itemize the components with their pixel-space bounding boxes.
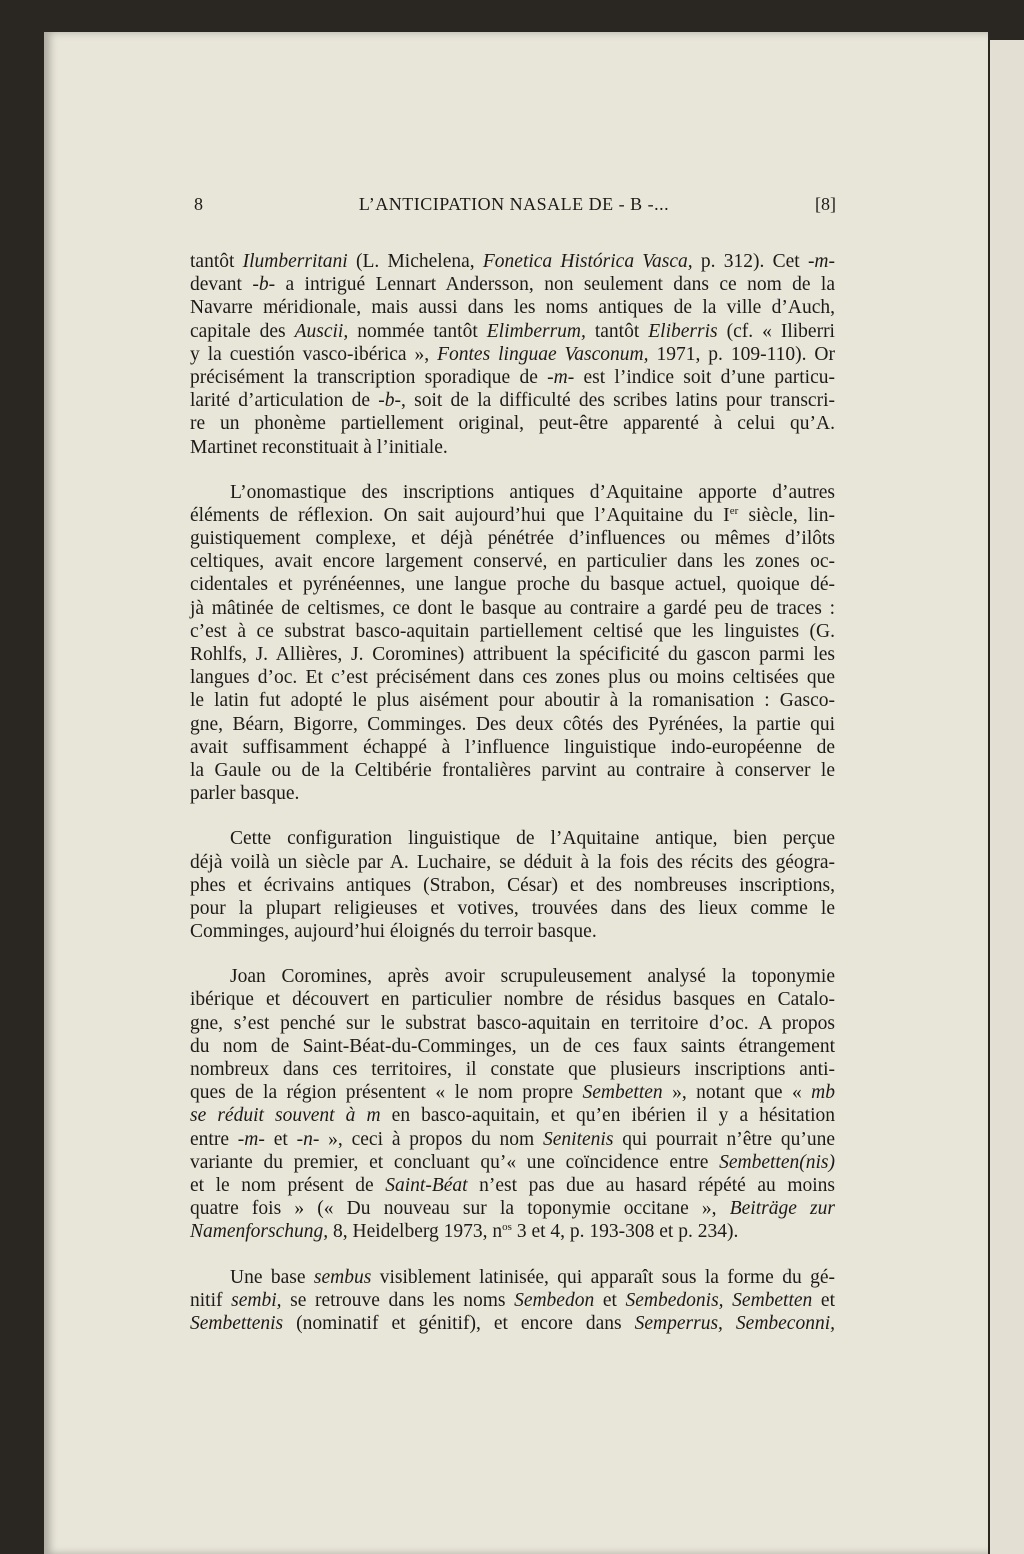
italic-text: Ilumberritani (242, 251, 348, 272)
text-run: nombreux dans ces territoires, il constate que plusieurs inscriptions anti- (190, 1059, 835, 1080)
text-run: tantôt (190, 251, 243, 272)
italic-text: -m- (807, 251, 836, 272)
text-line (190, 1058, 835, 1081)
paragraph (190, 965, 835, 1243)
text-run: le latin fut adopté le plus aisément pour aboutir à la romanisation : Gasco- (190, 690, 835, 712)
text-run: Une base (230, 1266, 314, 1288)
italic-text: Semperrus, Sembeconni, (634, 1312, 836, 1334)
text-run: avait suffisamment échappé à l’influence linguistique indo-européenne de (190, 736, 835, 758)
italic-text: -n- (296, 1128, 320, 1150)
text-line (190, 759, 835, 782)
text-run: 1971, p. 109-110). Or (648, 343, 835, 365)
text-run: et le nom présent de (190, 1174, 386, 1196)
text-line (190, 851, 835, 874)
italic-text: Fonetica Histórica Vasca, (482, 251, 693, 272)
italic-text: Eliberris (648, 320, 718, 342)
text-run: 8, Heidelberg 1973, n (328, 1221, 503, 1243)
text-run: devant (190, 274, 253, 296)
text-line (190, 1289, 835, 1312)
text-line (190, 920, 835, 943)
text-line (190, 436, 835, 459)
text-line (190, 1266, 835, 1289)
text-run: est l’indice soit d’une particu- (574, 366, 835, 388)
text-run: jà mâtinée de celtismes, ce dont le basque au contraire a gardé peu de traces : (190, 597, 835, 619)
text-run: déjà voilà un siècle par A. Luchaire, se déduit à la fois des récits des géogra- (190, 851, 835, 873)
text-run: , soit de la difficulté des scribes latins pour transcri- (401, 390, 835, 412)
paragraph (190, 1266, 835, 1336)
text-line (190, 296, 835, 319)
text-run: p. 312). Cet (692, 251, 808, 272)
body-text (190, 250, 835, 1335)
text-line (190, 250, 835, 273)
text-run: entre (190, 1128, 238, 1150)
text-run: Navarre méridionale, mais aussi dans les noms antiques de la ville d’Auch, (190, 297, 835, 319)
text-line (190, 1174, 835, 1197)
text-run: ibérique et découvert en particulier nombre de résidus basques en Catalo- (190, 989, 835, 1011)
text-run: celtiques, avait encore largement conservé, en particulier dans les zones oc- (190, 551, 835, 573)
text-run: qui pourrait n’être qu’une (613, 1128, 835, 1150)
italic-text: se réduit souvent à m (190, 1105, 381, 1127)
italic-text: Sembedonis, Sembetten (625, 1289, 813, 1311)
text-run: y la cuestión vasco-ibérica », (190, 343, 438, 365)
text-run: nitif (190, 1289, 232, 1311)
text-line (190, 1104, 835, 1127)
paragraph (190, 250, 835, 459)
text-run: larité d’articulation de (190, 390, 379, 412)
text-run: Martinet reconstituait à l’initiale. (190, 436, 448, 458)
text-line (190, 1312, 835, 1335)
text-run: cidentales et pyrénéennes, une langue proche du basque actuel, quoique dé- (190, 574, 835, 596)
text-run: a intrigué Lennart Andersson, non seulement dans ce nom de la (275, 274, 836, 296)
text-run: et (264, 1128, 297, 1150)
page-bracket-number: [8] (815, 194, 836, 214)
italic-text: Sembetten(nis) (719, 1151, 835, 1173)
text-line (190, 550, 835, 573)
text-run: (nominatif et génitif), et encore dans (283, 1312, 635, 1334)
italic-text: mb (811, 1082, 835, 1104)
text-run: nommée tantôt (348, 320, 487, 342)
text-line (190, 874, 835, 897)
superscript: er (729, 504, 739, 517)
text-run: éléments de réflexion. On sait aujourd’hui que l’Aquitaine du I (190, 504, 730, 526)
text-run: L’onomastique des inscriptions antiques d’Aquitaine apporte d’autres (230, 481, 835, 503)
text-run: siècle, lin- (738, 504, 835, 526)
text-run: Comminges, aujourd’hui éloignés du terroir basque. (190, 921, 597, 943)
text-line (190, 343, 835, 366)
text-line (190, 620, 835, 643)
text-run: guistiquement complexe, et déjà pénétrée d’influences ou mêmes d’ilôts (190, 528, 835, 550)
text-line (190, 827, 835, 850)
italic-text: -b- (378, 390, 401, 412)
text-line (190, 965, 835, 988)
text-line (190, 666, 835, 689)
italic-text: Sembetten (582, 1082, 663, 1104)
text-line (190, 504, 835, 527)
text-run: n’est pas due au hasard répété au moins (467, 1174, 836, 1196)
text-run: précisément la transcription sporadique de (190, 366, 548, 388)
italic-text: Sembettenis (190, 1312, 284, 1334)
text-line (190, 597, 835, 620)
text-run: parler basque. (190, 783, 300, 805)
text-line (190, 736, 835, 759)
italic-text: Senitenis (543, 1128, 614, 1150)
italic-text: sembi, (231, 1289, 282, 1311)
paragraph (190, 827, 835, 943)
text-run: se retrouve dans les noms (281, 1289, 515, 1311)
running-header (190, 194, 838, 218)
text-line (190, 1220, 835, 1243)
text-run: langues d’oc. Et c’est précisément dans ces zones plus ou moins celtisées que (190, 667, 835, 689)
italic-text: sembus (313, 1266, 372, 1288)
text-line (190, 689, 835, 712)
running-title: L’ANTICIPATION NASALE DE - B -... (358, 194, 670, 214)
text-line (190, 1197, 835, 1220)
text-run: », notant que « (662, 1082, 812, 1104)
italic-text: Saint-Béat (385, 1174, 468, 1196)
italic-text: Beiträge zur (729, 1198, 835, 1220)
text-run: 3 et 4, p. 193-308 et p. 234). (511, 1221, 739, 1243)
text-line (190, 481, 835, 504)
text-run: tantôt (585, 320, 649, 342)
text-line (190, 713, 835, 736)
text-line (190, 1128, 835, 1151)
text-run: la Gaule ou de la Celtibérie frontalières parvint au contraire à conserver le (190, 759, 835, 781)
text-run: gne, s’est penché sur le substrat basco-aquitain en territoire d’oc. A propos (190, 1012, 835, 1034)
text-run: ques de la région présentent « le nom propre (190, 1082, 583, 1104)
page-number: 8 (194, 194, 203, 214)
text-line (190, 988, 835, 1011)
text-run: capitale des (190, 320, 295, 342)
text-run: phes et écrivains antiques (Strabon, César) et des nombreuses inscriptions, (190, 874, 835, 896)
text-line (190, 1035, 835, 1058)
text-run: (cf. « Iliberri (717, 320, 835, 342)
text-line (190, 527, 835, 550)
paragraph (190, 481, 835, 806)
text-line (190, 273, 835, 296)
text-run: Cette configuration linguistique de l’Aquitaine antique, bien perçue (230, 828, 835, 850)
italic-text: Fontes linguae Vasconum, (437, 343, 649, 365)
italic-text: Sembedon (514, 1289, 595, 1311)
text-run: quatre fois » (« Du nouveau sur la toponymie occitane », (190, 1198, 730, 1220)
text-run: visiblement latinisée, qui apparaît sous la forme du gé- (371, 1266, 835, 1288)
italic-text: -b- (252, 274, 276, 296)
text-line (190, 1012, 835, 1035)
text-run: Joan Coromines, après avoir scrupuleusement analysé la toponymie (230, 966, 835, 988)
text-line (190, 573, 835, 596)
italic-text: Elimberrum, (486, 320, 586, 342)
text-line (190, 389, 835, 412)
text-line (190, 366, 835, 389)
text-run: Rohlfs, J. Allières, J. Coromines) attribuent la spécificité du gascon parmi les (190, 644, 835, 665)
italic-text: Auscii, (294, 320, 349, 342)
text-run: en basco-aquitain, et qu’en ibérien il y a hésitation (380, 1105, 836, 1127)
text-run: re un phonème partiellement original, peut-être apparenté à celui qu’A. (190, 413, 835, 435)
text-run: c’est à ce substrat basco-aquitain partiellement celtisé que les linguistes (G. (190, 620, 835, 642)
text-run: du nom de Saint-Béat-du-Comminges, un de ces faux saints étrangement (190, 1035, 835, 1057)
text-run: pour la plupart religieuses et votives, trouvées dans des lieux comme le (190, 897, 835, 919)
text-line (190, 782, 835, 805)
text-run: et (812, 1289, 836, 1311)
text-line (190, 320, 835, 343)
text-line (190, 1151, 835, 1174)
facing-page-edge (990, 40, 1024, 1554)
italic-text: -m- (547, 366, 575, 388)
italic-text: Namenforschung, (190, 1221, 329, 1243)
text-run: », ceci à propos du nom (319, 1128, 544, 1150)
text-line (190, 412, 835, 435)
superscript: os (502, 1221, 512, 1234)
text-run: et (594, 1289, 626, 1311)
text-line (190, 643, 835, 666)
text-line (190, 1081, 835, 1104)
text-run: (L. Michelena, (347, 251, 483, 272)
italic-text: -m- (237, 1128, 265, 1150)
text-run: gne, Béarn, Bigorre, Comminges. Des deux côtés des Pyrénées, la partie qui (190, 713, 835, 735)
text-line (190, 897, 835, 920)
text-run: variante du premier, et concluant qu’« une coïncidence entre (190, 1151, 720, 1173)
